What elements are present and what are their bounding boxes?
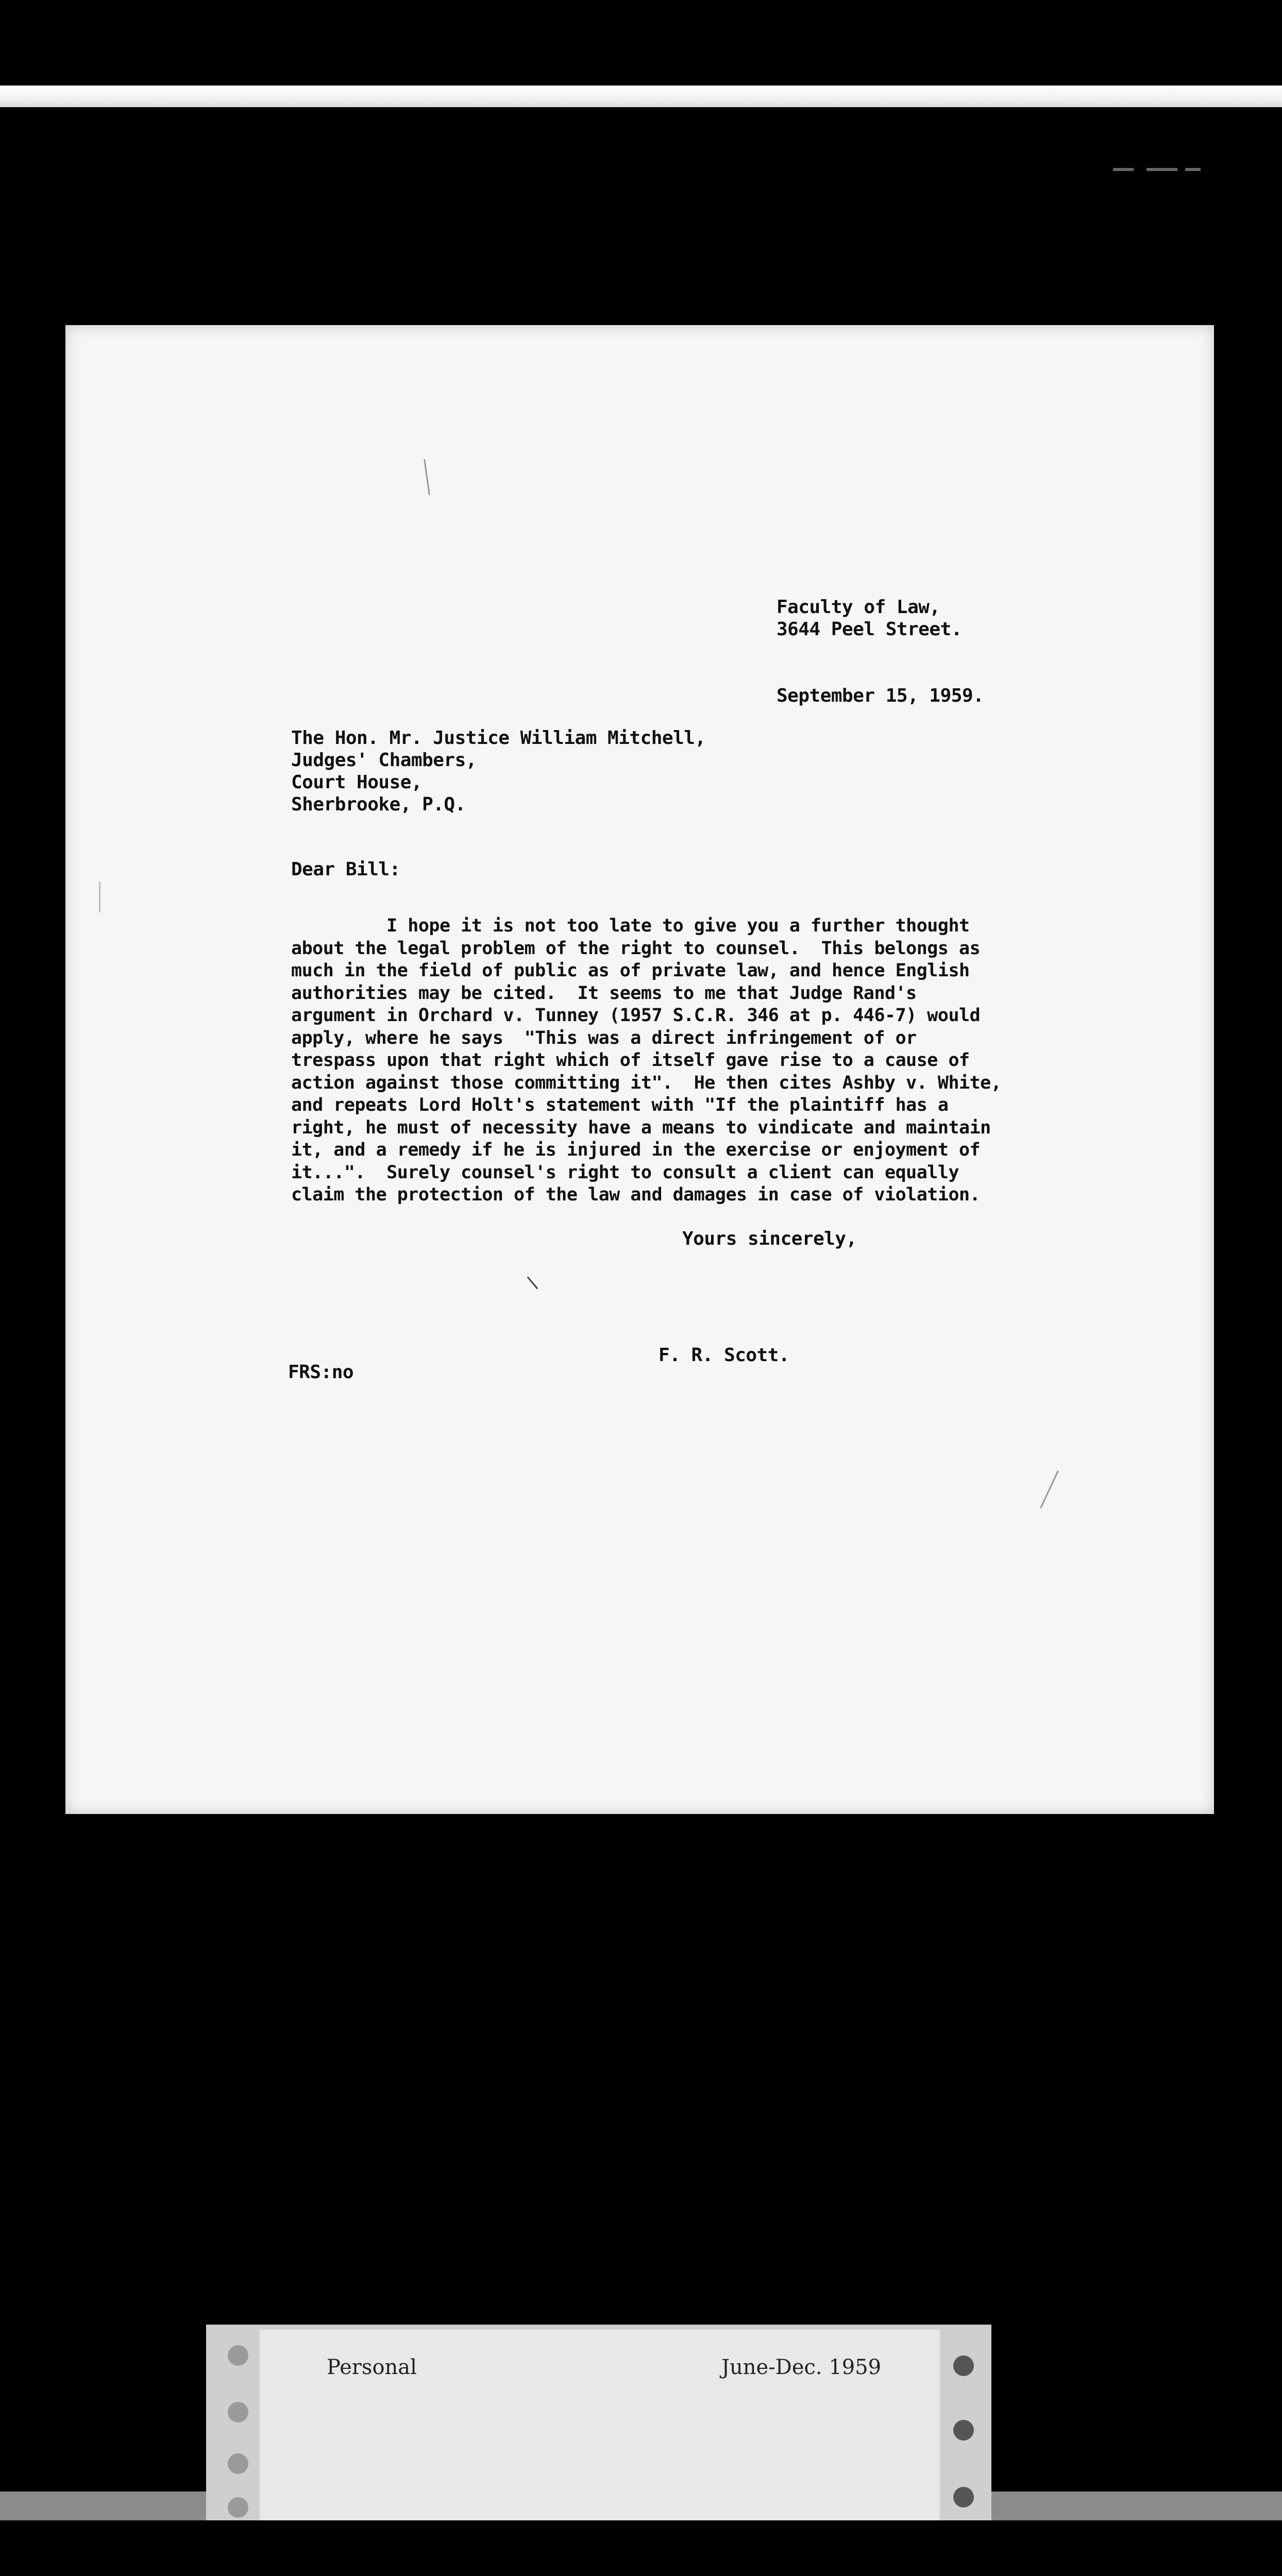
punch-hole <box>953 2487 974 2507</box>
punch-hole <box>228 2345 248 2366</box>
folder-tab <box>206 2325 991 2520</box>
body-line: about the legal problem of the right to counsel. This belongs as <box>291 938 981 959</box>
scan-blemish <box>527 1277 538 1290</box>
letter-page <box>65 325 1214 1814</box>
letter-body <box>291 915 1001 1207</box>
film-edge-mark <box>1185 168 1201 171</box>
body-line: right, he must of necessity have a means to vindicate and maintain <box>291 1117 991 1138</box>
body-line: action against those committing it". He then cites Ashby v. White, <box>291 1072 1002 1093</box>
body-line: argument in Orchard v. Tunney (1957 S.C.R. 346 at p. 446-7) would <box>291 1005 981 1026</box>
scan-blemish <box>99 882 100 912</box>
recipient-line: The Hon. Mr. Justice William Mitchell, <box>291 727 706 749</box>
punch-hole <box>228 2402 248 2422</box>
film-edge-mark <box>1146 168 1177 171</box>
punch-hole <box>953 2355 974 2376</box>
film-edge-strip <box>0 86 1282 107</box>
salutation: Dear Bill: <box>291 859 400 880</box>
recipient-line: Court House, <box>291 772 423 793</box>
body-line: claim the protection of the law and damages in case of violation. <box>291 1184 981 1205</box>
scan-blemish <box>424 459 430 495</box>
punch-hole <box>228 2453 248 2474</box>
letter-date: September 15, 1959. <box>777 685 984 706</box>
body-line: much in the field of public as of private law, and hence English <box>291 960 970 981</box>
return-address-line: Faculty of Law, <box>777 597 940 618</box>
punch-hole <box>953 2420 974 2441</box>
film-edge-mark <box>1113 168 1134 171</box>
folder-label-category: Personal <box>327 2355 417 2379</box>
body-line: trespass upon that right which of itself gave rise to a cause of <box>291 1050 970 1071</box>
scan-blemish <box>1040 1470 1059 1509</box>
recipient-line: Judges' Chambers, <box>291 750 477 771</box>
closing: Yours sincerely, <box>682 1228 857 1249</box>
body-line: it...". Surely counsel's right to consult a client can equally <box>291 1162 959 1183</box>
body-line: I hope it is not too late to give you a further thought <box>291 916 970 936</box>
recipient-line: Sherbrooke, P.Q. <box>291 794 466 815</box>
return-address <box>777 596 962 640</box>
folder-label-date-range: June-Dec. 1959 <box>721 2355 882 2379</box>
body-line: and repeats Lord Holt's statement with "If the plaintiff has a <box>291 1095 949 1115</box>
punch-hole <box>228 2497 248 2518</box>
typist-initials: FRS:no <box>288 1362 354 1383</box>
return-address-line: 3644 Peel Street. <box>777 619 962 640</box>
body-line: apply, where he says "This was a direct infringement of or <box>291 1027 917 1048</box>
body-line: authorities may be cited. It seems to me that Judge Rand's <box>291 982 917 1004</box>
folder-label <box>260 2330 940 2520</box>
body-line: it, and a remedy if he is injured in the exercise or enjoyment of <box>291 1140 981 1160</box>
signature-name: F. R. Scott. <box>659 1345 790 1366</box>
recipient-address <box>291 727 706 816</box>
